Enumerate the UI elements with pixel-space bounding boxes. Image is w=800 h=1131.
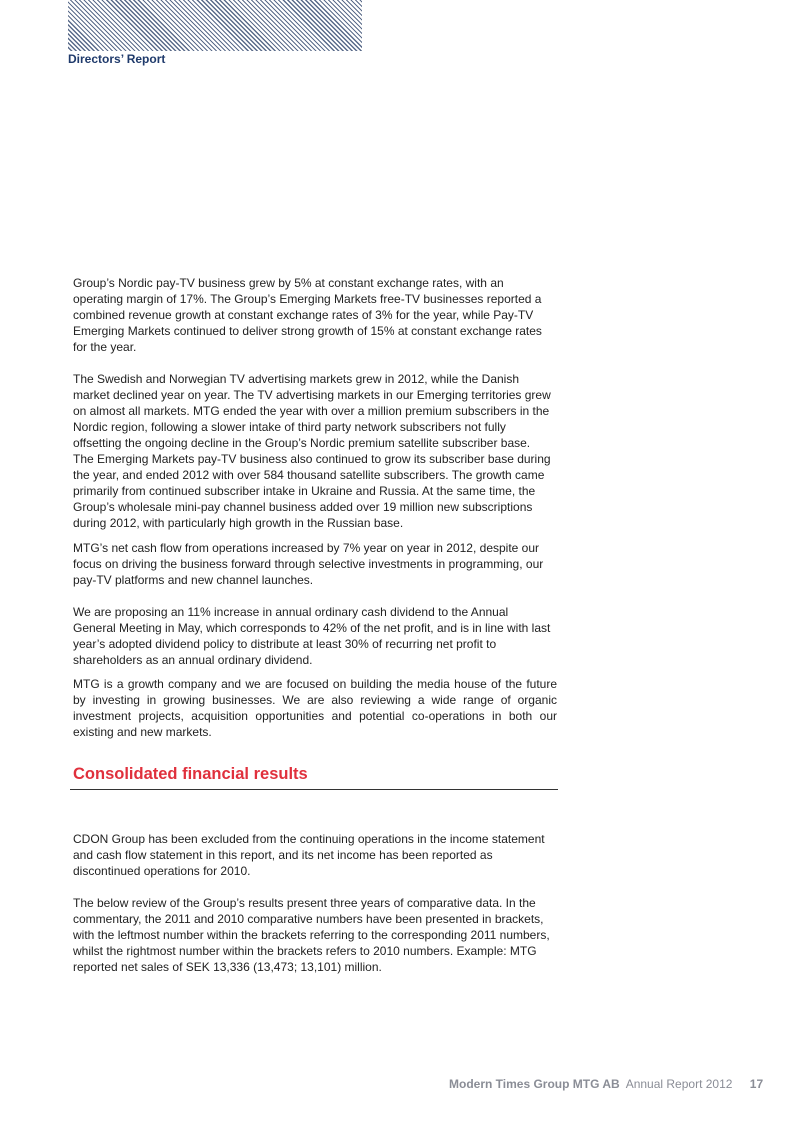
text-line: and cash flow statement in this report, and its net income has been reported as bbox=[73, 848, 493, 862]
text-line: existing and new markets. bbox=[73, 725, 212, 739]
text-line: pay-TV platforms and new channel launches. bbox=[73, 573, 314, 587]
text-line: by investing in growing businesses. We are also reviewing a wide range of organic bbox=[73, 693, 557, 707]
paragraph bbox=[73, 275, 557, 355]
text-line: whilst the rightmost number within the brackets refers to 2010 numbers. Example: MTG bbox=[73, 944, 537, 958]
heading-rule bbox=[70, 789, 558, 790]
text-line: reported net sales of SEK 13,336 (13,473; 13,101) million. bbox=[73, 960, 382, 974]
text-line: The below review of the Group’s results present three years of comparative data. In the bbox=[73, 896, 536, 910]
page-number: 17 bbox=[749, 1077, 764, 1091]
text-line: for the year. bbox=[73, 340, 137, 354]
text-line: market declined year on year. The TV advertising markets in our Emerging territories grew bbox=[73, 388, 551, 402]
text-line: discontinued operations for 2010. bbox=[73, 864, 251, 878]
paragraph bbox=[73, 676, 557, 740]
paragraph bbox=[73, 895, 557, 975]
header-hatch-decoration bbox=[68, 0, 362, 51]
footer-report: Annual Report 2012 bbox=[625, 1077, 733, 1091]
text-line: CDON Group has been excluded from the continuing operations in the income statement bbox=[73, 832, 545, 846]
text-line: MTG’s net cash flow from operations increased by 7% year on year in 2012, despite our bbox=[73, 541, 540, 555]
paragraph bbox=[73, 604, 557, 668]
text-line: offsetting the ongoing decline in the Group’s Nordic premium satellite subscriber base. bbox=[73, 436, 531, 450]
text-line: primarily from continued subscriber intake in Ukraine and Russia. At the same time, the bbox=[73, 484, 536, 498]
text-line: combined revenue growth at constant exchange rates of 3% for the year, while Pay-TV bbox=[73, 308, 534, 322]
text-line: the year, and ended 2012 with over 584 thousand satellite subscribers. The growth came bbox=[73, 468, 545, 482]
text-line: shareholders as an annual ordinary dividend. bbox=[73, 653, 313, 667]
text-line: Emerging Markets continued to deliver strong growth of 15% at constant exchange rates bbox=[73, 324, 542, 338]
text-line: MTG is a growth company and we are focused on building the media house of the future bbox=[73, 677, 557, 691]
section-title: Directors’ Report bbox=[68, 52, 166, 66]
paragraph bbox=[73, 831, 557, 879]
text-line: Nordic region, following a slower intake of third party network subscribers not fully bbox=[73, 420, 506, 434]
text-line: General Meeting in May, which corresponds to 42% of the net profit, and is in line with last bbox=[73, 621, 551, 635]
text-line: The Swedish and Norwegian TV advertising markets grew in 2012, while the Danish bbox=[73, 372, 520, 386]
text-line: commentary, the 2011 and 2010 comparative numbers have been presented in brackets, bbox=[73, 912, 544, 926]
footer-company: Modern Times Group MTG AB bbox=[449, 1077, 620, 1091]
text-line: operating margin of 17%. The Group’s Emerging Markets free-TV businesses reported a bbox=[73, 292, 542, 306]
text-line: during 2012, with particularly high growth in the Russian base. bbox=[73, 516, 404, 530]
text-line: year’s adopted dividend policy to distribute at least 30% of recurring net profit to bbox=[73, 637, 497, 651]
section-heading: Consolidated financial results bbox=[73, 765, 308, 783]
text-line: The Emerging Markets pay-TV business also continued to grow its subscriber base during bbox=[73, 452, 551, 466]
text-line: Group’s wholesale mini-pay channel business added over 19 million new subscriptions bbox=[73, 500, 533, 514]
paragraph bbox=[73, 540, 557, 588]
text-line: with the leftmost number within the brackets referring to the corresponding 2011 numbers, bbox=[73, 928, 550, 942]
page-footer bbox=[449, 1077, 763, 1091]
text-line: focus on driving the business forward through selective investments in programming, our bbox=[73, 557, 544, 571]
text-line: Group’s Nordic pay-TV business grew by 5% at constant exchange rates, with an bbox=[73, 276, 504, 290]
text-line: investment projects, acquisition opportunities and potential co-operations in both our bbox=[73, 709, 557, 723]
text-line: We are proposing an 11% increase in annual ordinary cash dividend to the Annual bbox=[73, 605, 509, 619]
text-line: on almost all markets. MTG ended the year with over a million premium subscribers in the bbox=[73, 404, 550, 418]
paragraph bbox=[73, 371, 557, 531]
